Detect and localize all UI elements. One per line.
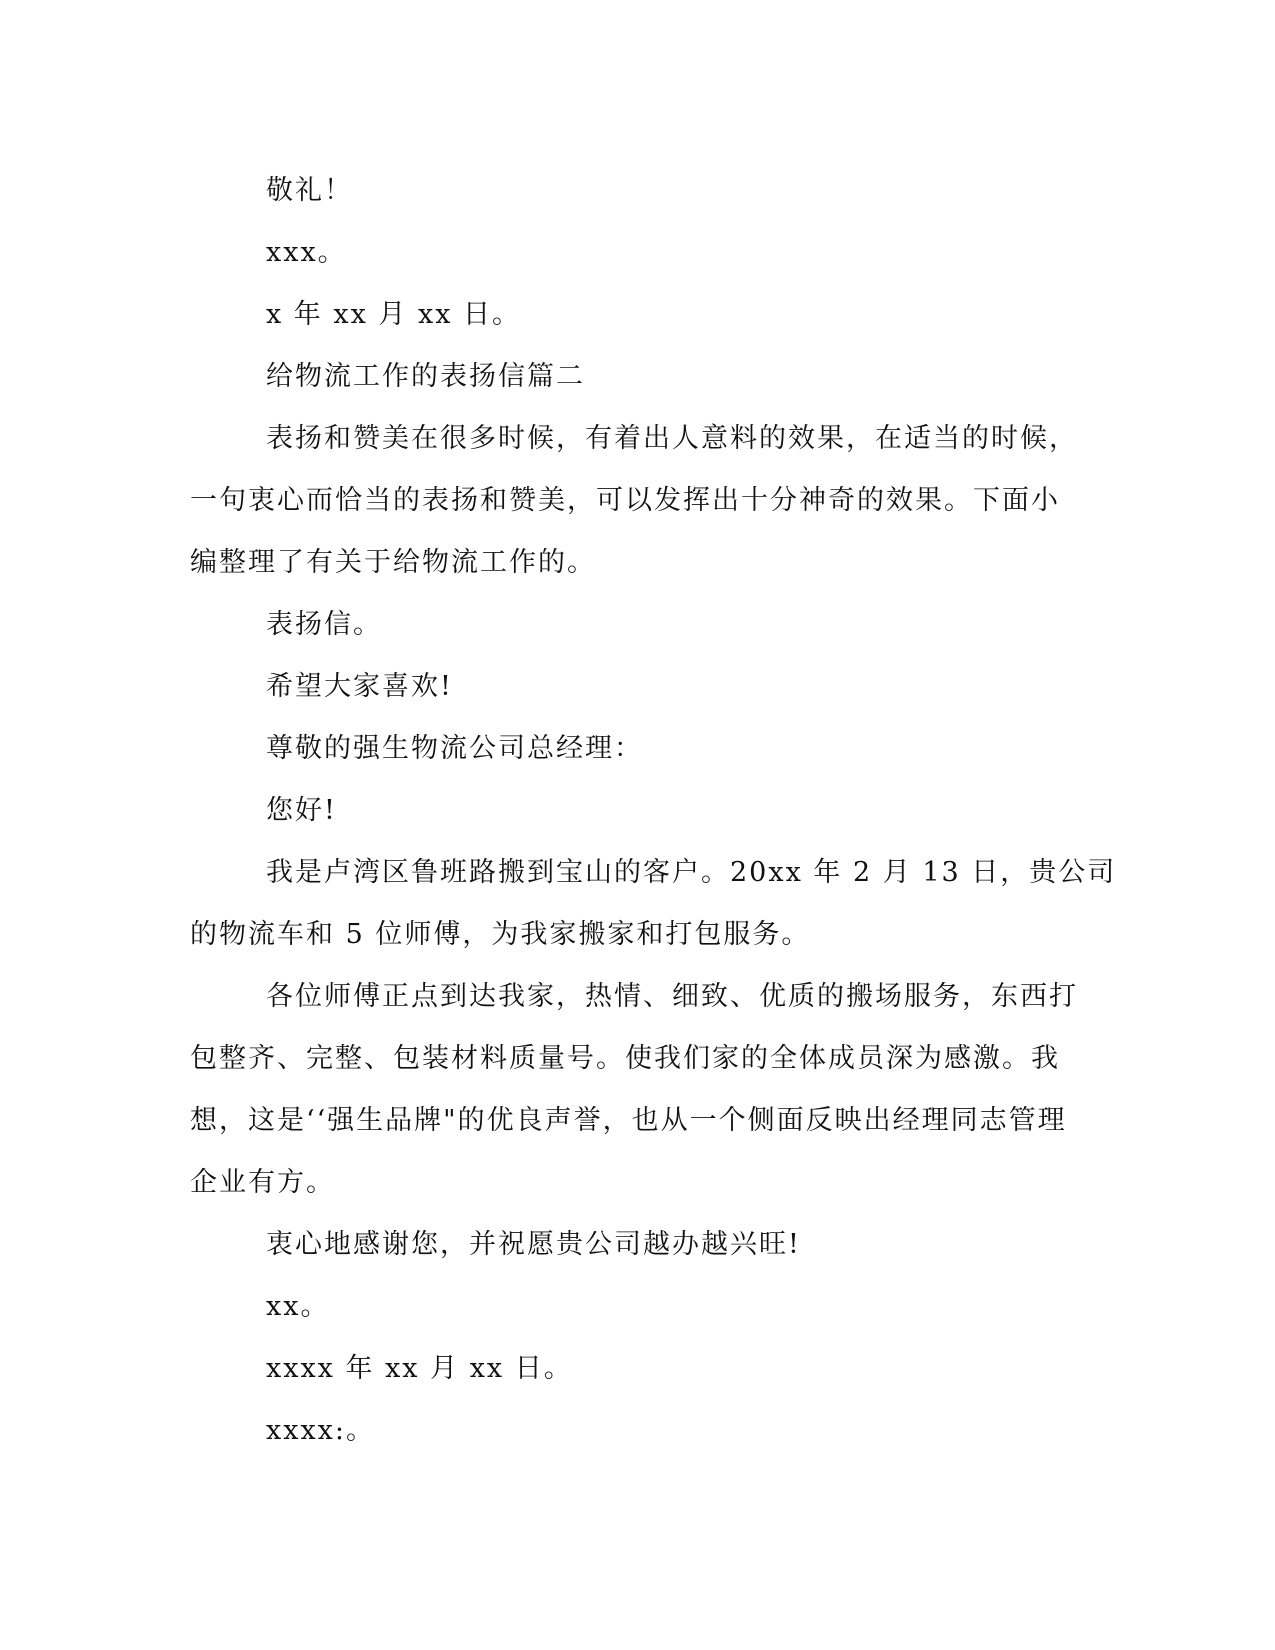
paragraph-line: 给物流工作的表扬信篇二 (266, 361, 585, 392)
paragraph-line: 衷心地感谢您，并祝愿贵公司越办越兴旺! (266, 1229, 801, 1260)
paragraph-line: 敬礼！ (266, 175, 353, 206)
paragraph-line: 包整齐、完整、包装材料质量号。使我们家的全体成员深为感激。我 (190, 1043, 1060, 1074)
paragraph-line: 的物流车和 5 位师傅，为我家搬家和打包服务。 (190, 919, 811, 950)
paragraph-line: x 年 xx 月 xx 日。 (266, 299, 522, 330)
paragraph-line: 尊敬的强生物流公司总经理： (266, 733, 643, 764)
paragraph-line: 表扬和赞美在很多时候，有着出人意料的效果，在适当的时候， (266, 423, 1078, 454)
paragraph-line: 您好! (266, 795, 337, 826)
paragraph-line: 一句衷心而恰当的表扬和赞美，可以发挥出十分神奇的效果。下面小 (190, 485, 1060, 516)
paragraph-line: 表扬信。 (266, 609, 382, 640)
letter-body (190, 160, 1117, 1462)
paragraph-line: xxx。 (266, 237, 347, 268)
paragraph-line: 各位师傅正点到达我家，热情、细致、优质的搬场服务，东西打 (266, 981, 1078, 1012)
paragraph-line: 编整理了有关于给物流工作的。 (190, 547, 596, 578)
paragraph-line: 企业有方。 (190, 1167, 335, 1198)
paragraph-line: xxxx 年 xx 月 xx 日。 (266, 1353, 573, 1384)
paragraph-line: 我是卢湾区鲁班路搬到宝山的客户。20xx 年 2 月 13 日，贵公司 (266, 857, 1117, 888)
paragraph-line: xxxx:。 (266, 1415, 376, 1446)
paragraph-line: xx。 (266, 1291, 330, 1322)
paragraph-line: 希望大家喜欢! (266, 671, 453, 702)
paragraph-line: 想，这是‘‘强生品牌"的优良声誉，也从一个侧面反映出经理同志管理 (190, 1105, 1067, 1136)
